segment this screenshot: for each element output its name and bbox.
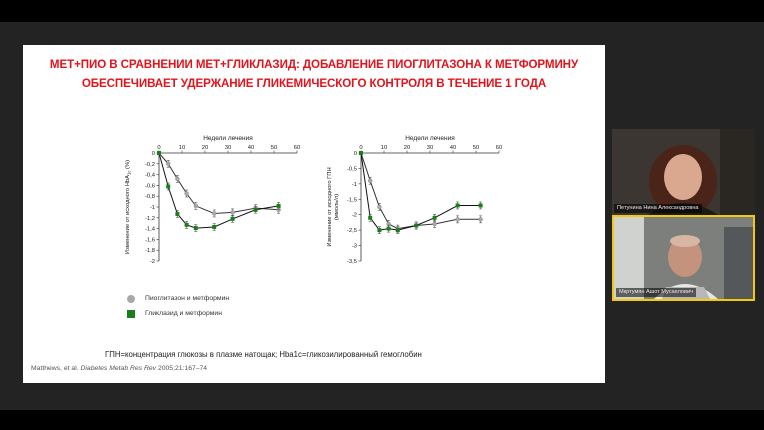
presentation-slide [23,45,605,383]
data-point-glic [212,225,216,229]
y-axis-label-main: Изменение от исходного HbA [125,175,131,255]
hba1c-chart-svg [93,131,303,271]
x-tick-label: 30 [426,145,434,151]
x-tick-label: 0 [359,145,363,151]
series-line-glic [159,153,279,228]
legend-label-glic: Гликлазид и метформин [145,310,222,317]
y-axis-label [327,167,333,246]
data-point-glic [157,151,161,155]
x-axis-title: Недели лечения [405,135,455,142]
slide-title [23,55,605,93]
participant-video-image [614,217,753,299]
y-axis-label-unit: (ммоль/л) [334,193,340,221]
data-point-pio [231,210,235,214]
participant-video-1[interactable] [612,129,755,215]
data-point-pio [377,205,381,209]
y-tick-label: -1,8 [145,248,155,255]
series-line-glic [361,153,481,230]
x-tick-label: 60 [495,145,503,151]
data-point-pio [185,192,189,196]
reference-journal: Diabetes Metab Res Rev [80,365,157,372]
top-bar [0,0,764,22]
hba1c-chart [93,131,303,271]
x-axis-title: Недели лечения [203,135,253,142]
series-line-pio [159,153,279,214]
x-tick-label: 40 [247,145,255,151]
y-axis-label-unit: (%) [125,159,131,171]
data-point-glic [396,228,400,232]
data-point-glic [254,208,258,212]
data-point-glic [194,226,198,230]
x-tick-label: 10 [178,145,186,151]
y-tick-label: -0,2 [145,161,155,168]
reference-tail: 2005;21:167–74 [157,365,208,372]
legend-label-pio: Пиоглитазон и метформин [145,295,230,302]
y-tick-label: -3,5 [347,259,357,265]
fpg-chart-svg [295,131,505,271]
y-tick-label: -1 [149,205,155,211]
data-point-glic [277,204,281,208]
y-tick-label: -1,6 [145,237,155,244]
data-point-pio [479,217,483,221]
data-point-pio [175,177,179,181]
x-tick-label: 40 [449,145,457,151]
slide-title-line-2: ОБЕСПЕЧИВАЕТ УДЕРЖАНИЕ ГЛИКЕМИЧЕСКОГО КОНТРОЛЯ В ТЕЧЕНИЕ 1 ГОДА [81,77,547,90]
reference [31,365,207,372]
participant-name-label: Петунина Нина Александровна [614,204,702,213]
x-tick-label: 50 [472,145,480,151]
y-tick-label: -2,5 [347,228,357,235]
y-tick-label: -0,4 [145,172,155,179]
data-point-glic [185,223,189,227]
x-tick-label: 50 [270,145,278,151]
square-marker-icon [127,310,135,318]
slide-title-line-1: МЕТ+ПИО В СРАВНЕНИИ МЕТ+ГЛИКЛАЗИД: ДОБАВЛЕНИЕ ПИОГЛИТАЗОНА К МЕТФОРМИНУ [49,58,579,71]
y-tick-label: -2 [149,259,155,265]
y-tick-label: -0,8 [145,194,155,201]
x-tick-label: 60 [293,145,301,151]
participant-name-label: Мкртумян Ашот Мусаелович [616,288,696,297]
data-point-pio [212,211,216,215]
data-point-glic [175,212,179,216]
circle-marker-icon [127,295,135,303]
data-point-glic [166,184,170,188]
bottom-bar [0,410,764,430]
legend-item-glic [127,306,229,321]
series-line-pio [361,153,481,229]
y-axis-label-sub: 1c [126,170,132,175]
data-point-glic [479,203,483,207]
y-tick-label: -0,5 [347,166,357,173]
x-tick-label: 20 [201,145,209,151]
data-point-glic [456,203,460,207]
y-tick-label: 0 [151,151,155,157]
data-point-glic [414,224,418,228]
data-point-pio [166,162,170,166]
data-point-glic [377,228,381,232]
data-point-pio [194,204,198,208]
chart-legend [127,291,229,321]
reference-authors: Matthews, et al. [31,365,79,372]
x-tick-label: 30 [224,145,232,151]
x-tick-label: 0 [157,145,161,151]
participant-video-2[interactable] [612,215,755,301]
y-tick-label: -1,2 [145,215,155,222]
y-axis-label [125,160,132,254]
x-tick-label: 10 [380,145,388,151]
y-tick-label: 0 [353,151,357,157]
participant-video-image [612,129,755,215]
data-point-glic [359,151,363,155]
y-tick-label: -1,4 [145,226,155,233]
data-point-pio [368,179,372,183]
data-point-pio [456,217,460,221]
fpg-chart [295,131,505,271]
y-tick-label: -1 [351,181,357,188]
y-axis-label-main: Изменение от исходного ГПН [327,167,333,247]
data-point-glic [433,216,437,220]
data-point-glic [387,227,391,231]
y-tick-label: -3 [351,243,357,250]
legend-item-pio [127,291,229,306]
y-tick-label: -1,5 [347,197,357,204]
y-tick-label: -0,6 [145,183,155,190]
data-point-pio [433,222,437,226]
data-point-glic [368,216,372,220]
footnote: ГПН=концентрация глюкозы в плазме натощак; Hba1c=гликозилированный гемоглобин [105,350,422,359]
x-tick-label: 20 [403,145,411,151]
data-point-glic [231,217,235,221]
y-tick-label: -2 [351,212,357,219]
